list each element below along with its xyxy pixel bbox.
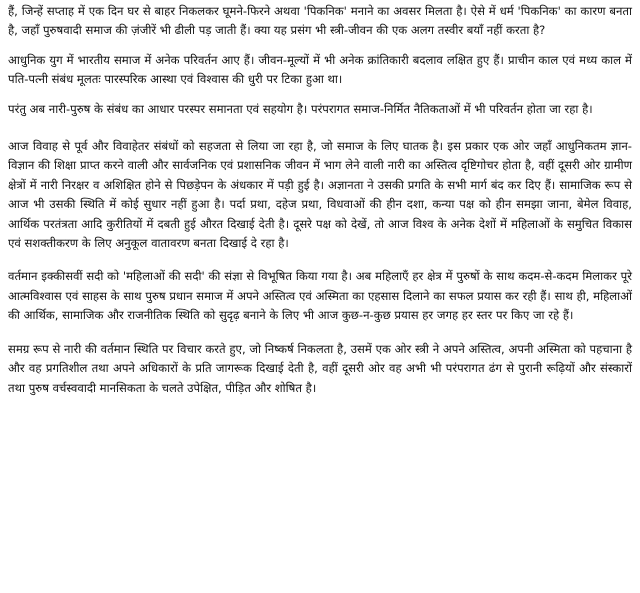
paragraph-womens-century: वर्तमान इक्कीसवीं सदी को 'महिलाओं की सदी' की संज्ञा से विभूषित किया गया है। अब महिलाएँ हर क्षेत्र में पुरुषों के साथ कदम-से-कदम मिलाकर पूरे आत्मविश्वास एवं साहस के साथ पुरुष प्रधान समाज में अपने अस्तित्व एवं अस्मिता का एहसास दिलाने का सफल प्रयास कर रही हैं। साथ ही, महिलाओं की आर्थिक, सामाजिक और राजनीतिक स्थिति को सुदृढ़ बनाने के लिए भी आज कुछ-न-कुछ प्रयास हर जगह हर स्तर पर किए जा रहे हैं। bbox=[8, 269, 632, 323]
paragraph-spacer bbox=[8, 41, 632, 51]
paragraph-conclusion: समग्र रूप से नारी की वर्तमान स्थिति पर विचार करते हुए, जो निष्कर्ष निकलता है, उसमें एक ओर स्त्री ने अपने अस्तित्व, अपनी अस्मिता को पहचाना है और वह प्रगतिशील तथा अपने अधिकारों के प्रति जागरूक दिखाई देती है, वहीं दूसरी ओर वह अभी भी परंपरागत ढंग से पुरानी रूढ़ियों और संस्कारों तथा पुरुष वर्चस्ववादी मानसिकता के चलते उपेक्षित, पीड़ित और शोषित है। bbox=[8, 341, 632, 395]
paragraph-modern-era: आधुनिक युग में भारतीय समाज में अनेक परिवर्तन आए हैं। जीवन-मूल्यों में भी अनेक क्रांतिकारी बदलाव लक्षित हुए हैं। प्राचीन काल एवं मध्य काल में पति-पत्नी संबंध मूलतः पारस्परिक आस्था एवं विश्वास की धुरी पर टिका हुआ था। bbox=[8, 52, 632, 87]
paragraph-marriage-society: आज विवाह से पूर्व और विवाहेतर संबंधों को सहजता से लिया जा रहा है, जो समाज के लिए घातक है। इस प्रकार एक ओर जहाँ आधुनिकतम ज्ञान-विज्ञान की शिक्षा प्राप्त करने वाली और सार्वजनिक एवं प्रशासनिक जीवन में भाग लेने वाली नारी का अस्तित्व दृष्टिगोचर होता है, वहीं दूसरी ओर ग्रामीण क्षेत्रों में नारी निरक्षर व अशिक्षित होने से पिछड़ेपन के अंधकार में पड़ी हुई है। अज्ञानता ने उसकी प्रगति के सभी मार्ग बंद कर दिए हैं। सामाजिक रूप से आज भी उसकी स्थिति में कोई सुधार नहीं हुआ है। पर्दा प्रथा, दहेज प्रथा, विधवाओं की हीन दशा, कन्या पक्ष को हीन समझा जाना, बेमेल विवाह, आर्थिक परतंत्रता आदि कुरीतियों में दबती हुई औरत दिखाई देती है। दूसरे पक्ष को देखें, तो आज विश्व के अनेक देशों में महिलाओं के समुचित विकास एवं सशक्तीकरण के लिए अनुकूल वातावरण बनता दिखाई दे रहा है। bbox=[8, 139, 632, 251]
paragraph-spacer bbox=[8, 90, 632, 100]
paragraph-equality: परंतु अब नारी-पुरुष के संबंध का आधार परस्पर समानता एवं सहयोग है। परंपरागत समाज-निर्मित नैतिकताओं में भी परिवर्तन होता जा रहा है। bbox=[8, 101, 593, 116]
paragraph-spacer bbox=[8, 253, 632, 267]
paragraph-picnic: हैं, जिन्हें सप्ताह में एक दिन घर से बाहर निकलकर घूमने-फिरने अथवा 'पिकनिक' मनाने का अवसर मिलता है। ऐसे में धर्म 'पिकनिक' का कारण बनता है, जहाँ पुरुषवादी समाज की ज़ंजीरें भी ढीली पड़ जाती हैं। क्या यह प्रसंग भी स्त्री-जीवन की एक अलग तस्वीर बयाँ नहीं करता है? bbox=[8, 4, 632, 38]
paragraph-spacer bbox=[8, 326, 632, 340]
paragraph-spacer bbox=[8, 119, 632, 137]
